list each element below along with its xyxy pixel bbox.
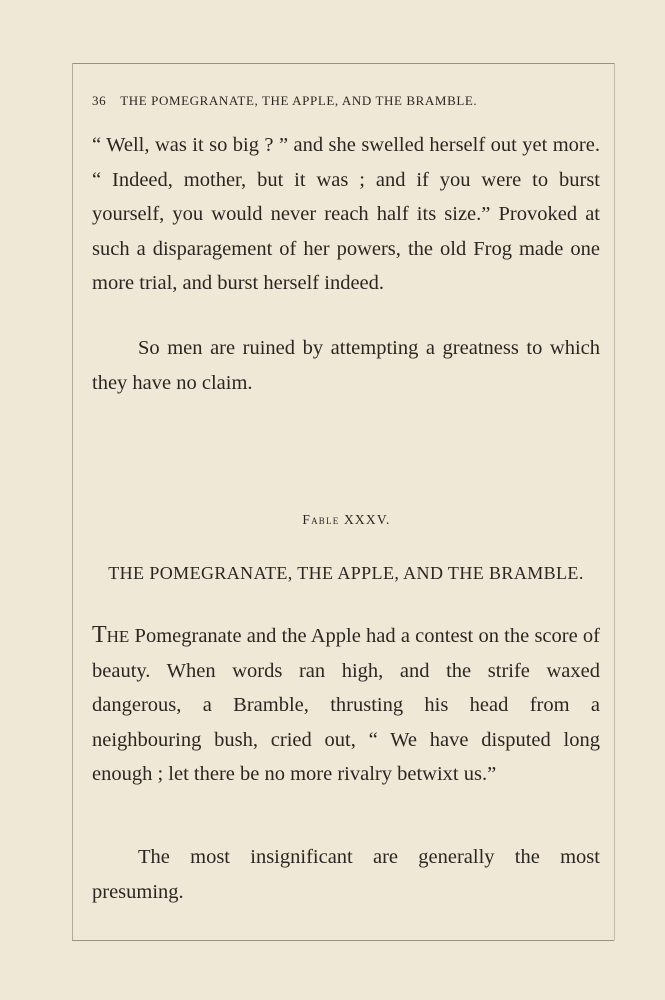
page-frame-bottom-rule: [72, 940, 614, 941]
page-frame-right-rule: [614, 63, 615, 940]
page-number: 36: [92, 93, 107, 108]
fable-body-text: Pomegranate and the Apple had a contest on the score of beauty. When words ran high, and the strife waxed dangerous, a Bramble, thrusting his head from a neighbouring bush, cried out, “ We have disputed long enough ; let there be no more rivalry betwixt us.”: [92, 625, 600, 785]
page-frame-top-rule: [72, 63, 614, 64]
page-frame-left-rule: [72, 63, 73, 940]
fable-title: THE POMEGRANATE, THE APPLE, AND THE BRAMBLE.: [108, 563, 584, 583]
previous-fable-moral: So men are ruined by attempting a greatness to which they have no claim.: [92, 337, 600, 394]
running-head: [92, 93, 572, 109]
fable-opening-word: The: [92, 622, 130, 648]
fable-body: [92, 618, 600, 792]
fable-number: Fable XXXV.: [302, 512, 391, 527]
running-title: THE POMEGRANATE, THE APPLE, AND THE BRAMBLE.: [120, 93, 478, 108]
fable-moral: The most insignificant are generally the most presuming.: [92, 846, 600, 903]
previous-fable-continuation: “ Well, was it so big ? ” and she swelled herself out yet more. “ Indeed, mother, but it was ; and if you were to burst yourself, you would never reach half its size.” Provoked at such a disparagement of her powers, the old Frog made one more trial, and burst herself indeed.: [92, 134, 600, 294]
